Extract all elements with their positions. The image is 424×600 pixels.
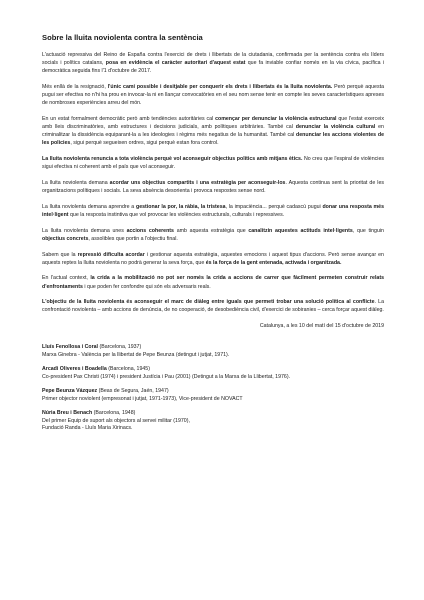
body-paragraph (42, 274, 384, 290)
text: i gestionar aquesta estratègia, aquestes emocions i aquest tipus d'accions. Però sense avançar en aquests reptes la lluita noviolenta no podrà generar la seva força, que (42, 251, 384, 266)
text: No creu que l'espiral de violències sigui efectiva ni coherent amb el país que vol aconseguir. (42, 156, 384, 171)
body-paragraph (42, 155, 384, 171)
bold-text: L'objectiu de la lluita noviolenta és aconseguir el marc de diàleg entre iguals que permeti trobar una solució política al conflicte (42, 299, 375, 306)
text: que fa inviable confiar només en la via cívica, pacífica i democràtica seguida fins l'1 d'octubre de 2017. (42, 60, 385, 75)
bold-text: denunciar les accions violentes de les policies (42, 132, 384, 147)
text: que la resposta instintiva que vol provocar les violències estructurals, culturals i repressives. (68, 211, 285, 218)
text: . Aquesta continua sent la prioritat de les organitzacions polítiques i socials. La seva absència desorienta i provoca respostes sense nord. (42, 179, 384, 195)
signatory-origin: (Beas de Segura, Jaén, 1947) (97, 388, 169, 395)
text: amb aquesta estratègia que (173, 227, 249, 234)
text: En l'actual context, (42, 275, 91, 282)
bold-text: objectius concrets (42, 235, 89, 242)
text: La lluita noviolenta demana unes (42, 227, 127, 234)
body-paragraph (42, 83, 384, 107)
signatory-description: Primer objector noviolent (empresonat i jutjat, 1971-1973), Vice-president de NOVACT (42, 395, 243, 402)
bold-text: la crida a la mobilització no pot ser només la crida a accions de carrer que fàcilment permeten construir relats d'enfrontaments (42, 275, 384, 290)
signatory (42, 344, 384, 359)
bold-text: l'únic camí possible i desitjable per conquerir els drets i llibertats és la lluita noviolenta. (107, 84, 333, 91)
bold-text: acordar uns objectius compartits i una estratègia per aconseguir-los (109, 179, 286, 186)
text: , la impaciència... perquè cadascú pugui (225, 203, 323, 210)
text: La lluita noviolenta demana (42, 179, 110, 186)
signatory-name: Pepe Beunza Vázquez (42, 388, 98, 395)
text: Sabem que la (42, 251, 78, 258)
text: i que poden fer confondre qui són els adversaris reals. (82, 283, 211, 290)
signatory-description: Co-president Pax Christi (1974) i president Justícia i Pau (2001) (Detingut a la Marxa de la Llibertat, 1976). (42, 373, 291, 380)
text: . La confrontació noviolenta – amb accions de denúncia, de no cooperació, de desobediència civil, d'exercici de sobiranies – cerca forçar aquest diàleg. (42, 299, 384, 314)
signatory (42, 366, 384, 381)
text: En un estat formalment democràtic però amb tendències autoritàries cal (42, 116, 216, 123)
text: que l'estat exerceix amb lleis discriminatòries, amb estructures i decisions judicials, amb polítiques arbitràries. També cal (42, 116, 384, 131)
body-paragraph (42, 115, 384, 147)
bold-text: La lluita noviolenta renuncia a tota violència perquè vol aconseguir objectius polítics amb mitjans ètics. (42, 156, 303, 163)
signatory-name: Lluís Fenollosa i Coral (42, 344, 99, 351)
document-page (42, 33, 384, 440)
signatory-name: Arcadi Oliveres i Boadella (42, 366, 107, 373)
body-paragraph (42, 227, 384, 243)
body-paragraph (42, 179, 384, 195)
bold-text: donar una resposta més intel·ligent (42, 203, 385, 218)
signatory (42, 410, 384, 433)
bold-text: començar per denunciar la violència estructural (215, 116, 337, 123)
signatory-description: Marxa Ginebra - València per la llibertat de Pepe Beunza (detingut i jutjat, 1971). (42, 351, 230, 358)
bold-text: posa en evidència el caràcter autoritari d'aquest estat (105, 60, 246, 67)
body-paragraph (42, 298, 384, 314)
signatory-origin: (Barcelona, 1948) (92, 410, 136, 417)
bold-text: gestionar la por, la ràbia, la tristesa (135, 203, 226, 210)
text: Però perquè aquesta pugui ser efectiva no n'hi ha prou en invocar-la ni en llançar convocatòries en el seu nom sense tenir en compte les seves característiques apreses de nombroses experiències arreu del món. (42, 84, 384, 107)
signatory-origin: (Barcelona, 1937) (98, 344, 142, 351)
bold-text: canalitzin aquestes actituds intel·ligents (248, 227, 353, 234)
text: Més enllà de la resignació, (42, 84, 108, 91)
bold-text: accions coherents (126, 227, 174, 234)
closing-line: Catalunya, a les 10 del matí del 15 d'octubre de 2019 (259, 323, 384, 330)
signatory-name: Núria Breu i Benach (42, 410, 93, 417)
text: , que tinguin (352, 227, 384, 234)
document-title: Sobre la lluita noviolenta contra la sentència (42, 33, 203, 42)
bold-text: és la força de la gent entenada, activada i organitzada. (205, 259, 342, 266)
signatory-description: Fundació Randa - Lluís Maria Xirinacs. (42, 425, 133, 432)
body-paragraph (42, 51, 384, 75)
signatories-list (42, 344, 384, 433)
text: en criminalitzar la dissidència equiparant-la a les ideologies i règims més negatius de la humanitat. També cal (42, 124, 384, 139)
text: , sigui perquè segueixen ordres, sigui perquè estan fora control. (70, 140, 219, 147)
text: , assolibles que portin a l'objectiu final. (88, 235, 178, 242)
document-body (42, 51, 384, 314)
body-paragraph (42, 203, 384, 219)
bold-text: denunciar la violència cultural (295, 124, 376, 131)
bold-text: repressió dificulta acordar (77, 251, 145, 258)
body-paragraph (42, 251, 384, 267)
signatory-origin: (Barcelona, 1945) (106, 366, 150, 373)
text: L'actuació repressiva del Reino de España contra l'exercici de drets i llibertats de la ciutadania, confirmada per la sentència contra els líders socials i polítics catalans, (42, 52, 384, 67)
text: La lluita noviolenta demana aprendre a (42, 203, 136, 210)
signatory (42, 388, 384, 403)
signatory-description: Del primer Equip de suport als objectors al servei militar (1970), (42, 417, 190, 424)
